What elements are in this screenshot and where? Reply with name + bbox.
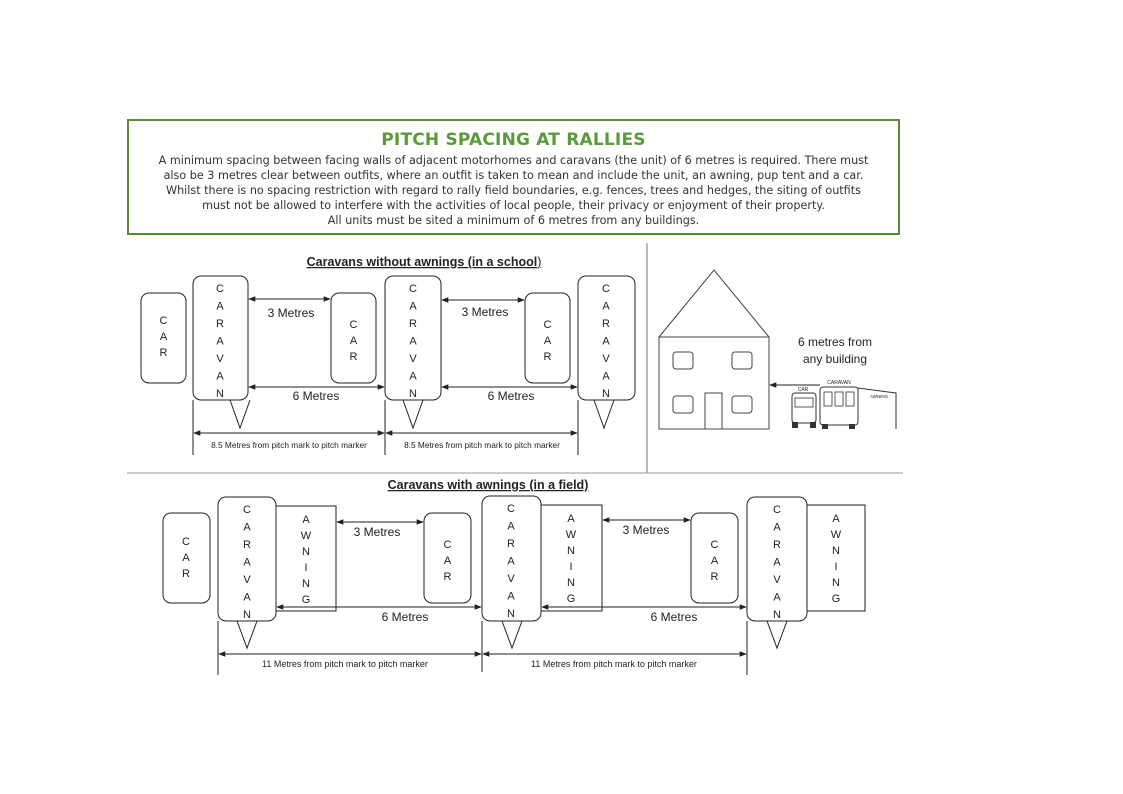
caravan-label — [602, 283, 610, 400]
gap-label: 3 Metres — [461, 305, 509, 319]
box-letter: N — [409, 388, 417, 400]
box-letter: R — [507, 538, 515, 550]
box-letter: A — [243, 591, 251, 604]
caravan-label — [243, 504, 251, 621]
box-letter: N — [216, 388, 224, 400]
box-letter: A — [710, 555, 719, 567]
car-mini-icon — [792, 393, 816, 423]
box-letter: R — [602, 318, 610, 330]
box-letter: A — [216, 300, 224, 313]
caravan-pointer — [502, 621, 522, 648]
bottom-row — [163, 496, 865, 675]
car-mini-label: CAR — [797, 387, 809, 393]
house-icon — [659, 337, 769, 429]
info-line: also be 3 metres clear between outfits, where an outfit is taken to mean and include the unit, an awning, pup tent and a car. — [163, 169, 864, 182]
box-letter: A — [302, 514, 310, 526]
car-label — [444, 539, 452, 583]
caravan-pointer — [594, 400, 614, 428]
info-line: Whilst there is no spacing restriction with regard to rally field boundaries, e.g. fences, trees and hedges, the siting of outfits — [166, 184, 861, 197]
car-label — [160, 315, 168, 359]
box-letter: A — [507, 590, 515, 603]
gap-label: 3 Metres — [622, 523, 670, 537]
box-letter: A — [159, 331, 168, 343]
box-letter: A — [216, 335, 224, 348]
pitch-label: 11 Metres from pitch mark to pitch marker — [531, 659, 697, 669]
box-letter: G — [566, 593, 576, 605]
box-letter: V — [773, 574, 781, 586]
box-letter: A — [409, 335, 417, 348]
door-icon — [705, 393, 722, 429]
box-letter: R — [543, 351, 552, 363]
box-letter: N — [507, 608, 515, 620]
box-letter: G — [831, 593, 841, 605]
box-letter: I — [304, 562, 308, 574]
building-panel — [659, 270, 896, 429]
box-letter: R — [182, 568, 190, 580]
box-letter: A — [216, 370, 224, 383]
box-letter: A — [543, 335, 552, 347]
box-letter: N — [567, 577, 575, 589]
box-letter: C — [243, 504, 251, 516]
wheel-icon — [822, 424, 828, 429]
box-letter: C — [216, 283, 224, 295]
box-letter: A — [182, 552, 190, 564]
box-letter: I — [569, 561, 573, 573]
pitch-label: 11 Metres from pitch mark to pitch marker — [262, 659, 428, 669]
box-letter: R — [216, 318, 224, 330]
box-letter: C — [443, 539, 452, 551]
spacing-label: 6 Metres — [487, 389, 535, 403]
box-letter: V — [216, 353, 224, 365]
spacing-label: 6 Metres — [650, 610, 698, 624]
box-letter: N — [302, 578, 310, 590]
box-letter: N — [832, 545, 840, 557]
box-letter: V — [243, 574, 251, 586]
box-letter: A — [773, 556, 781, 569]
pitch-label: 8.5 Metres from pitch mark to pitch marker — [211, 440, 367, 450]
wheel-icon — [792, 422, 798, 428]
page-title: PITCH SPACING AT RALLIES — [381, 130, 646, 150]
box-letter: A — [567, 513, 575, 525]
box-letter: A — [832, 513, 840, 525]
box-letter: A — [409, 300, 417, 313]
box-letter: I — [834, 561, 838, 573]
box-letter: A — [773, 521, 781, 534]
box-letter: G — [301, 594, 311, 606]
box-letter: A — [243, 556, 251, 569]
window-icon — [732, 396, 752, 413]
box-letter: A — [602, 300, 610, 313]
car-label — [711, 539, 719, 583]
box-letter: N — [302, 546, 310, 558]
box-letter: C — [182, 536, 190, 548]
box-letter: R — [409, 318, 417, 330]
wheel-icon — [849, 424, 855, 429]
window-icon — [673, 352, 693, 369]
spacing-label: 6 Metres — [292, 389, 340, 403]
info-line: All units must be sited a minimum of 6 metres from any buildings. — [327, 214, 700, 227]
caravan-label — [507, 503, 515, 620]
caravan-label — [773, 504, 781, 621]
caravan-mini-label: CARAVAN — [827, 380, 851, 386]
box-letter: A — [409, 370, 417, 383]
box-letter: V — [602, 353, 610, 365]
car-label — [182, 536, 190, 580]
box-letter: N — [243, 609, 251, 621]
awning-mini-label: AWNING — [869, 394, 889, 399]
box-letter: C — [159, 315, 168, 327]
box-letter: N — [832, 577, 840, 589]
gap-label: 3 Metres — [353, 525, 401, 539]
box-letter: R — [710, 571, 719, 583]
top-section-title: Caravans without awnings (in a school) — [306, 255, 542, 269]
box-letter: A — [243, 521, 251, 534]
box-letter: R — [159, 347, 168, 359]
building-distance-label: 6 metres from — [797, 335, 873, 349]
car-label — [350, 319, 358, 363]
box-letter: R — [443, 571, 452, 583]
box-letter: C — [349, 319, 358, 331]
car-label — [544, 319, 552, 363]
info-line: A minimum spacing between facing walls of adjacent motorhomes and caravans (the unit) of 6 metres is required. There must — [158, 154, 869, 167]
box-letter: C — [602, 283, 610, 295]
box-letter: A — [349, 335, 358, 347]
caravan-pointer — [230, 400, 250, 428]
box-letter: A — [443, 555, 452, 567]
gap-label: 3 Metres — [267, 306, 315, 320]
box-letter: N — [567, 545, 575, 557]
pitch-label: 8.5 Metres from pitch mark to pitch marker — [404, 440, 560, 450]
box-letter: W — [300, 530, 312, 542]
caravan-pointer — [237, 621, 257, 648]
box-letter: V — [507, 573, 515, 585]
box-letter: R — [773, 539, 781, 551]
house-roof — [659, 270, 769, 337]
box-letter: V — [409, 353, 417, 365]
box-letter: C — [409, 283, 417, 295]
box-letter: W — [830, 529, 842, 541]
window-icon — [732, 352, 752, 369]
box-letter: A — [507, 555, 515, 568]
box-letter: C — [773, 504, 781, 516]
top-row — [141, 276, 635, 455]
box-letter: N — [602, 388, 610, 400]
box-letter: C — [543, 319, 552, 331]
caravan-pointer — [403, 400, 423, 428]
box-letter: R — [349, 351, 358, 363]
box-letter: C — [507, 503, 515, 515]
box-letter: A — [602, 335, 610, 348]
box-letter: A — [602, 370, 610, 383]
box-letter: A — [507, 520, 515, 533]
box-letter: R — [243, 539, 251, 551]
info-line: must not be allowed to interfere with the activities of local people, their privacy or enjoyment of their property. — [202, 199, 825, 212]
box-letter: A — [773, 591, 781, 604]
building-distance-label: any building — [802, 352, 868, 366]
spacing-label: 6 Metres — [381, 610, 429, 624]
bottom-section-title: Caravans with awnings (in a field) — [387, 478, 589, 492]
caravan-label — [216, 283, 224, 400]
box-letter: C — [710, 539, 719, 551]
box-letter: N — [773, 609, 781, 621]
box-letter: W — [565, 529, 577, 541]
window-icon — [673, 396, 693, 413]
caravan-pointer — [767, 621, 787, 648]
wheel-icon — [810, 422, 816, 428]
caravan-label — [409, 283, 417, 400]
